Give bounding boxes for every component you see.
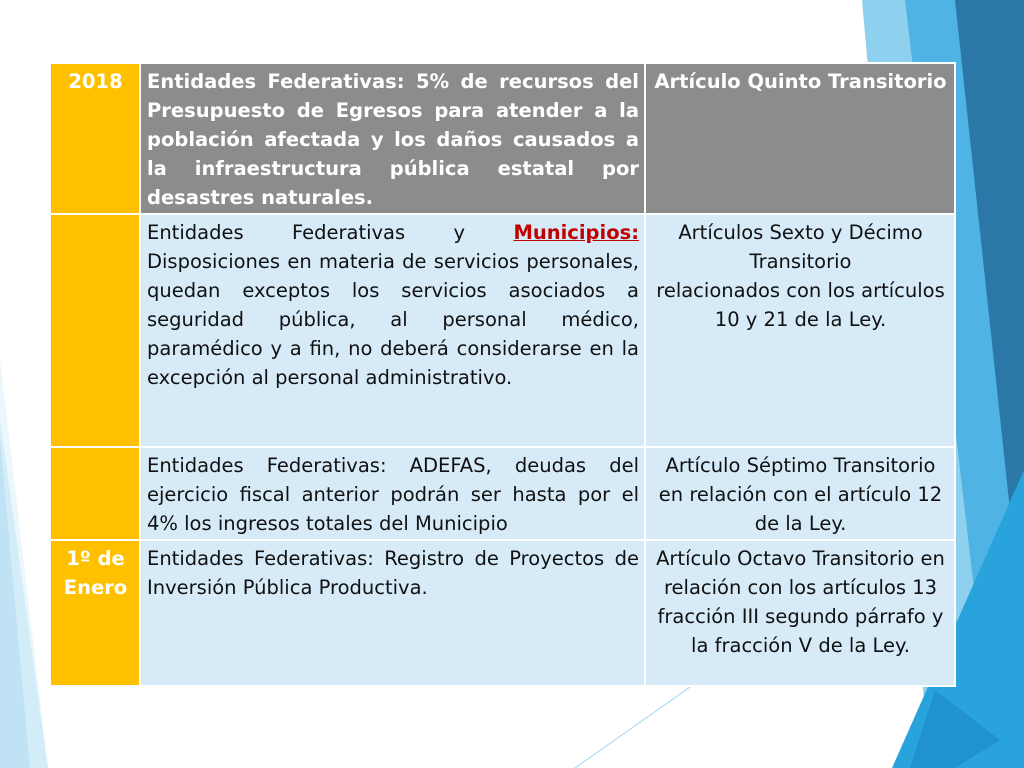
reference-line: relacionados con los artículos 10 y 21 de la Ley. bbox=[656, 279, 945, 331]
description-cell bbox=[140, 214, 645, 447]
year-cell bbox=[50, 214, 140, 447]
table-row bbox=[50, 214, 955, 447]
reference-cell: Artículo Quinto Transitorio bbox=[645, 63, 955, 214]
table-row bbox=[50, 540, 955, 686]
year-cell: 2018 bbox=[50, 63, 140, 214]
deco-thin-line bbox=[575, 680, 700, 768]
description-text: Disposiciones en materia de servicios personales, quedan exceptos los servicios asociados a seguridad pública, al personal médico, paramédico y a fin, no deberá considerarse en la excepción al personal administrativo. bbox=[147, 250, 639, 389]
table-row bbox=[50, 447, 955, 540]
description-cell: Entidades Federativas: 5% de recursos del Presupuesto de Egresos para atender a la población afectada y los daños causados a la infraestructura pública estatal por desastres naturales. bbox=[140, 63, 645, 214]
description-cell: Entidades Federativas: Registro de Proyectos de Inversión Pública Productiva. bbox=[140, 540, 645, 686]
year-cell: 1º de Enero bbox=[50, 540, 140, 686]
reference-cell bbox=[645, 214, 955, 447]
reference-line: Artículos Sexto y Décimo Transitorio bbox=[678, 221, 923, 273]
municipios-highlight: Municipios: bbox=[513, 221, 639, 244]
transitory-articles-table bbox=[49, 62, 956, 687]
table-row bbox=[50, 63, 955, 214]
description-text: Entidades Federativas y bbox=[147, 221, 514, 244]
reference-cell: Artículo Séptimo Transitorio en relación con el artículo 12 de la Ley. bbox=[645, 447, 955, 540]
description-cell: Entidades Federativas: ADEFAS, deudas del ejercicio fiscal anterior podrán ser hasta por el 4% los ingresos totales del Municipio bbox=[140, 447, 645, 540]
year-cell bbox=[50, 447, 140, 540]
reference-cell: Artículo Octavo Transitorio en relación con los artículos 13 fracción III segundo párrafo y la fracción V de la Ley. bbox=[645, 540, 955, 686]
